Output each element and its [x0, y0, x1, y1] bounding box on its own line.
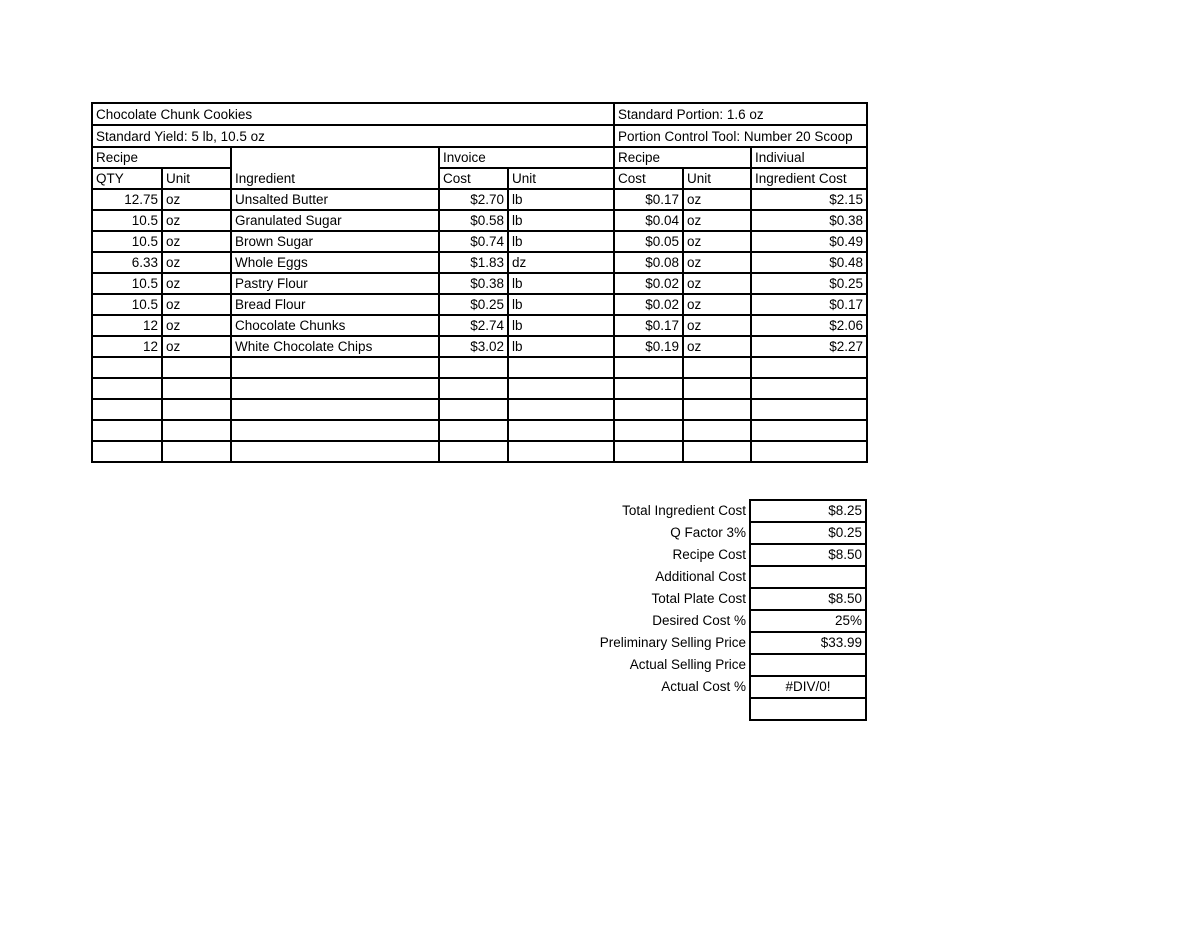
summary-row: [91, 522, 866, 544]
qty-cell[interactable]: 10.5: [92, 273, 162, 294]
empty-cell[interactable]: [231, 378, 439, 399]
empty-cell[interactable]: [92, 378, 162, 399]
col-header-invoice-cost[interactable]: Cost: [439, 168, 508, 189]
ingredient-cost-cell[interactable]: $0.48: [751, 252, 867, 273]
empty-cell[interactable]: [231, 357, 439, 378]
qty-cell[interactable]: 6.33: [92, 252, 162, 273]
cost-summary-table: [91, 499, 867, 721]
invoice-cost-cell[interactable]: $0.58: [439, 210, 508, 231]
recipe-cost-cell[interactable]: $0.02: [614, 294, 683, 315]
invoice-cost-cell[interactable]: $2.74: [439, 315, 508, 336]
empty-cell[interactable]: [439, 420, 508, 441]
ingredient-cell[interactable]: Pastry Flour: [231, 273, 439, 294]
col-header-recipe-unit[interactable]: Unit: [683, 168, 751, 189]
summary-label: [91, 698, 750, 720]
portion-control-tool[interactable]: Portion Control Tool: Number 20 Scoop: [614, 125, 867, 147]
empty-cell[interactable]: [751, 399, 867, 420]
recipe-unit-cell[interactable]: oz: [683, 315, 751, 336]
empty-cell[interactable]: [231, 441, 439, 462]
summary-value[interactable]: $33.99: [750, 632, 866, 654]
qty-cell[interactable]: 12.75: [92, 189, 162, 210]
invoice-cost-cell[interactable]: $0.38: [439, 273, 508, 294]
empty-cell[interactable]: [439, 357, 508, 378]
recipe-costing-sheet: [91, 102, 868, 694]
empty-cell[interactable]: [162, 441, 231, 462]
qty-cell[interactable]: 10.5: [92, 210, 162, 231]
empty-cell[interactable]: [751, 357, 867, 378]
summary-label: Additional Cost: [655, 569, 746, 584]
recipe-cost-cell[interactable]: $0.08: [614, 252, 683, 273]
recipe-cost-table: [91, 102, 868, 463]
ingredient-cost-cell[interactable]: $0.49: [751, 231, 867, 252]
ingredient-cell[interactable]: Bread Flour: [231, 294, 439, 315]
summary-value[interactable]: $8.50: [750, 544, 866, 566]
summary-value[interactable]: [750, 698, 866, 720]
summary-value[interactable]: [750, 566, 866, 588]
invoice-unit-cell[interactable]: dz: [508, 252, 614, 273]
empty-cell[interactable]: [439, 441, 508, 462]
ingredient-cell[interactable]: Granulated Sugar: [231, 210, 439, 231]
invoice-cost-cell[interactable]: $2.70: [439, 189, 508, 210]
table-row: [92, 315, 867, 336]
empty-table-row: [92, 420, 867, 441]
recipe-cost-cell[interactable]: $0.19: [614, 336, 683, 357]
summary-label: Q Factor 3%: [670, 525, 746, 540]
invoice-cost-cell[interactable]: $0.74: [439, 231, 508, 252]
empty-cell[interactable]: [683, 357, 751, 378]
summary-label: Preliminary Selling Price: [599, 635, 746, 650]
recipe-cost-cell[interactable]: $0.17: [614, 315, 683, 336]
ingredient-cost-cell[interactable]: $2.06: [751, 315, 867, 336]
ingredient-cost-cell[interactable]: $0.17: [751, 294, 867, 315]
summary-value[interactable]: $0.25: [750, 522, 866, 544]
col-header-ingredient[interactable]: Ingredient: [231, 168, 439, 189]
summary-row: [91, 632, 866, 654]
unit-cell[interactable]: oz: [162, 336, 231, 357]
group-header-invoice[interactable]: Invoice: [439, 147, 614, 168]
summary-value[interactable]: 25%: [750, 610, 866, 632]
ingredient-cell[interactable]: Whole Eggs: [231, 252, 439, 273]
unit-cell[interactable]: oz: [162, 315, 231, 336]
group-header-individual[interactable]: Indiviual: [751, 147, 867, 168]
invoice-cost-cell[interactable]: $1.83: [439, 252, 508, 273]
ingredient-cost-cell[interactable]: $0.38: [751, 210, 867, 231]
recipe-unit-cell[interactable]: oz: [683, 273, 751, 294]
ingredient-cell[interactable]: Brown Sugar: [231, 231, 439, 252]
empty-cell[interactable]: [162, 420, 231, 441]
summary-label: Desired Cost %: [652, 613, 746, 628]
table-row: [92, 294, 867, 315]
empty-cell[interactable]: [614, 399, 683, 420]
empty-table-row: [92, 357, 867, 378]
unit-cell[interactable]: oz: [162, 273, 231, 294]
recipe-unit-cell[interactable]: oz: [683, 252, 751, 273]
unit-cell[interactable]: oz: [162, 189, 231, 210]
unit-cell[interactable]: oz: [162, 210, 231, 231]
summary-label: Total Plate Cost: [651, 591, 746, 606]
qty-cell[interactable]: 12: [92, 336, 162, 357]
summary-label: Recipe Cost: [672, 547, 746, 562]
col-header-unit[interactable]: Unit: [162, 168, 231, 189]
summary-label: Actual Selling Price: [629, 657, 746, 672]
ingredient-cell[interactable]: White Chocolate Chips: [231, 336, 439, 357]
unit-cell[interactable]: oz: [162, 294, 231, 315]
summary-value[interactable]: $8.50: [750, 588, 866, 610]
empty-cell[interactable]: [162, 399, 231, 420]
empty-cell[interactable]: [683, 420, 751, 441]
summary-row: [91, 610, 866, 632]
col-header-qty[interactable]: QTY: [92, 168, 162, 189]
empty-cell[interactable]: [751, 420, 867, 441]
summary-row: [91, 566, 866, 588]
empty-cell[interactable]: [614, 357, 683, 378]
recipe-cost-cell[interactable]: $0.17: [614, 189, 683, 210]
recipe-cost-cell[interactable]: $0.05: [614, 231, 683, 252]
table-row: [92, 189, 867, 210]
empty-cell[interactable]: [92, 420, 162, 441]
empty-cell[interactable]: [231, 399, 439, 420]
standard-yield[interactable]: Standard Yield: 5 lb, 10.5 oz: [92, 125, 614, 147]
empty-cell[interactable]: [614, 378, 683, 399]
group-header-recipe[interactable]: Recipe: [92, 147, 231, 168]
empty-cell[interactable]: [231, 420, 439, 441]
recipe-cost-cell[interactable]: $0.04: [614, 210, 683, 231]
summary-row: [91, 676, 866, 698]
col-header-recipe-cost[interactable]: Cost: [614, 168, 683, 189]
standard-portion[interactable]: Standard Portion: 1.6 oz: [614, 103, 867, 125]
empty-cell[interactable]: [683, 441, 751, 462]
empty-cell[interactable]: [751, 378, 867, 399]
empty-cell[interactable]: [439, 399, 508, 420]
invoice-unit-cell[interactable]: lb: [508, 294, 614, 315]
group-header-recipe-unit[interactable]: Recipe: [614, 147, 751, 168]
empty-table-row: [92, 399, 867, 420]
summary-row: [91, 588, 866, 610]
empty-cell[interactable]: [508, 357, 614, 378]
summary-value[interactable]: #DIV/0!: [750, 676, 866, 698]
empty-cell[interactable]: [614, 441, 683, 462]
recipe-unit-cell[interactable]: oz: [683, 189, 751, 210]
table-row: [92, 273, 867, 294]
empty-cell[interactable]: [439, 378, 508, 399]
empty-cell[interactable]: [162, 378, 231, 399]
empty-cell[interactable]: [683, 399, 751, 420]
summary-row: [91, 698, 866, 720]
summary-row: [91, 544, 866, 566]
recipe-unit-cell[interactable]: oz: [683, 210, 751, 231]
recipe-unit-cell[interactable]: oz: [683, 294, 751, 315]
invoice-unit-cell[interactable]: lb: [508, 210, 614, 231]
ingredient-cost-cell[interactable]: $2.15: [751, 189, 867, 210]
empty-cell[interactable]: [614, 420, 683, 441]
unit-cell[interactable]: oz: [162, 231, 231, 252]
empty-cell[interactable]: [162, 357, 231, 378]
qty-cell[interactable]: 12: [92, 315, 162, 336]
invoice-unit-cell[interactable]: lb: [508, 273, 614, 294]
empty-cell[interactable]: [508, 420, 614, 441]
invoice-unit-cell[interactable]: lb: [508, 231, 614, 252]
summary-value[interactable]: $8.25: [750, 500, 866, 522]
empty-table-row: [92, 378, 867, 399]
empty-cell[interactable]: [92, 441, 162, 462]
table-row: [92, 336, 867, 357]
empty-cell[interactable]: [683, 378, 751, 399]
invoice-unit-cell[interactable]: lb: [508, 336, 614, 357]
empty-cell[interactable]: [92, 399, 162, 420]
summary-row: [91, 500, 866, 522]
qty-cell[interactable]: 10.5: [92, 294, 162, 315]
recipe-unit-cell[interactable]: oz: [683, 231, 751, 252]
empty-cell[interactable]: [508, 378, 614, 399]
ingredient-cost-cell[interactable]: $2.27: [751, 336, 867, 357]
col-header-ingredient-cost[interactable]: Ingredient Cost: [751, 168, 867, 189]
ingredient-cell[interactable]: Unsalted Butter: [231, 189, 439, 210]
col-header-invoice-unit[interactable]: Unit: [508, 168, 614, 189]
recipe-title[interactable]: Chocolate Chunk Cookies: [92, 103, 614, 125]
empty-cell[interactable]: [508, 441, 614, 462]
table-row: [92, 231, 867, 252]
summary-value[interactable]: [750, 654, 866, 676]
invoice-cost-cell[interactable]: $0.25: [439, 294, 508, 315]
summary-label: Actual Cost %: [661, 679, 746, 694]
invoice-unit-cell[interactable]: lb: [508, 189, 614, 210]
unit-cell[interactable]: oz: [162, 252, 231, 273]
ingredient-cell[interactable]: Chocolate Chunks: [231, 315, 439, 336]
group-header-blank[interactable]: [231, 147, 439, 168]
empty-cell[interactable]: [508, 399, 614, 420]
summary-label: Total Ingredient Cost: [622, 503, 746, 518]
summary-row: [91, 654, 866, 676]
ingredient-rows: [92, 189, 867, 462]
table-row: [92, 210, 867, 231]
empty-cell[interactable]: [92, 357, 162, 378]
ingredient-cost-cell[interactable]: $0.25: [751, 273, 867, 294]
invoice-unit-cell[interactable]: lb: [508, 315, 614, 336]
recipe-unit-cell[interactable]: oz: [683, 336, 751, 357]
recipe-cost-cell[interactable]: $0.02: [614, 273, 683, 294]
invoice-cost-cell[interactable]: $3.02: [439, 336, 508, 357]
table-row: [92, 252, 867, 273]
empty-table-row: [92, 441, 867, 462]
empty-cell[interactable]: [751, 441, 867, 462]
qty-cell[interactable]: 10.5: [92, 231, 162, 252]
